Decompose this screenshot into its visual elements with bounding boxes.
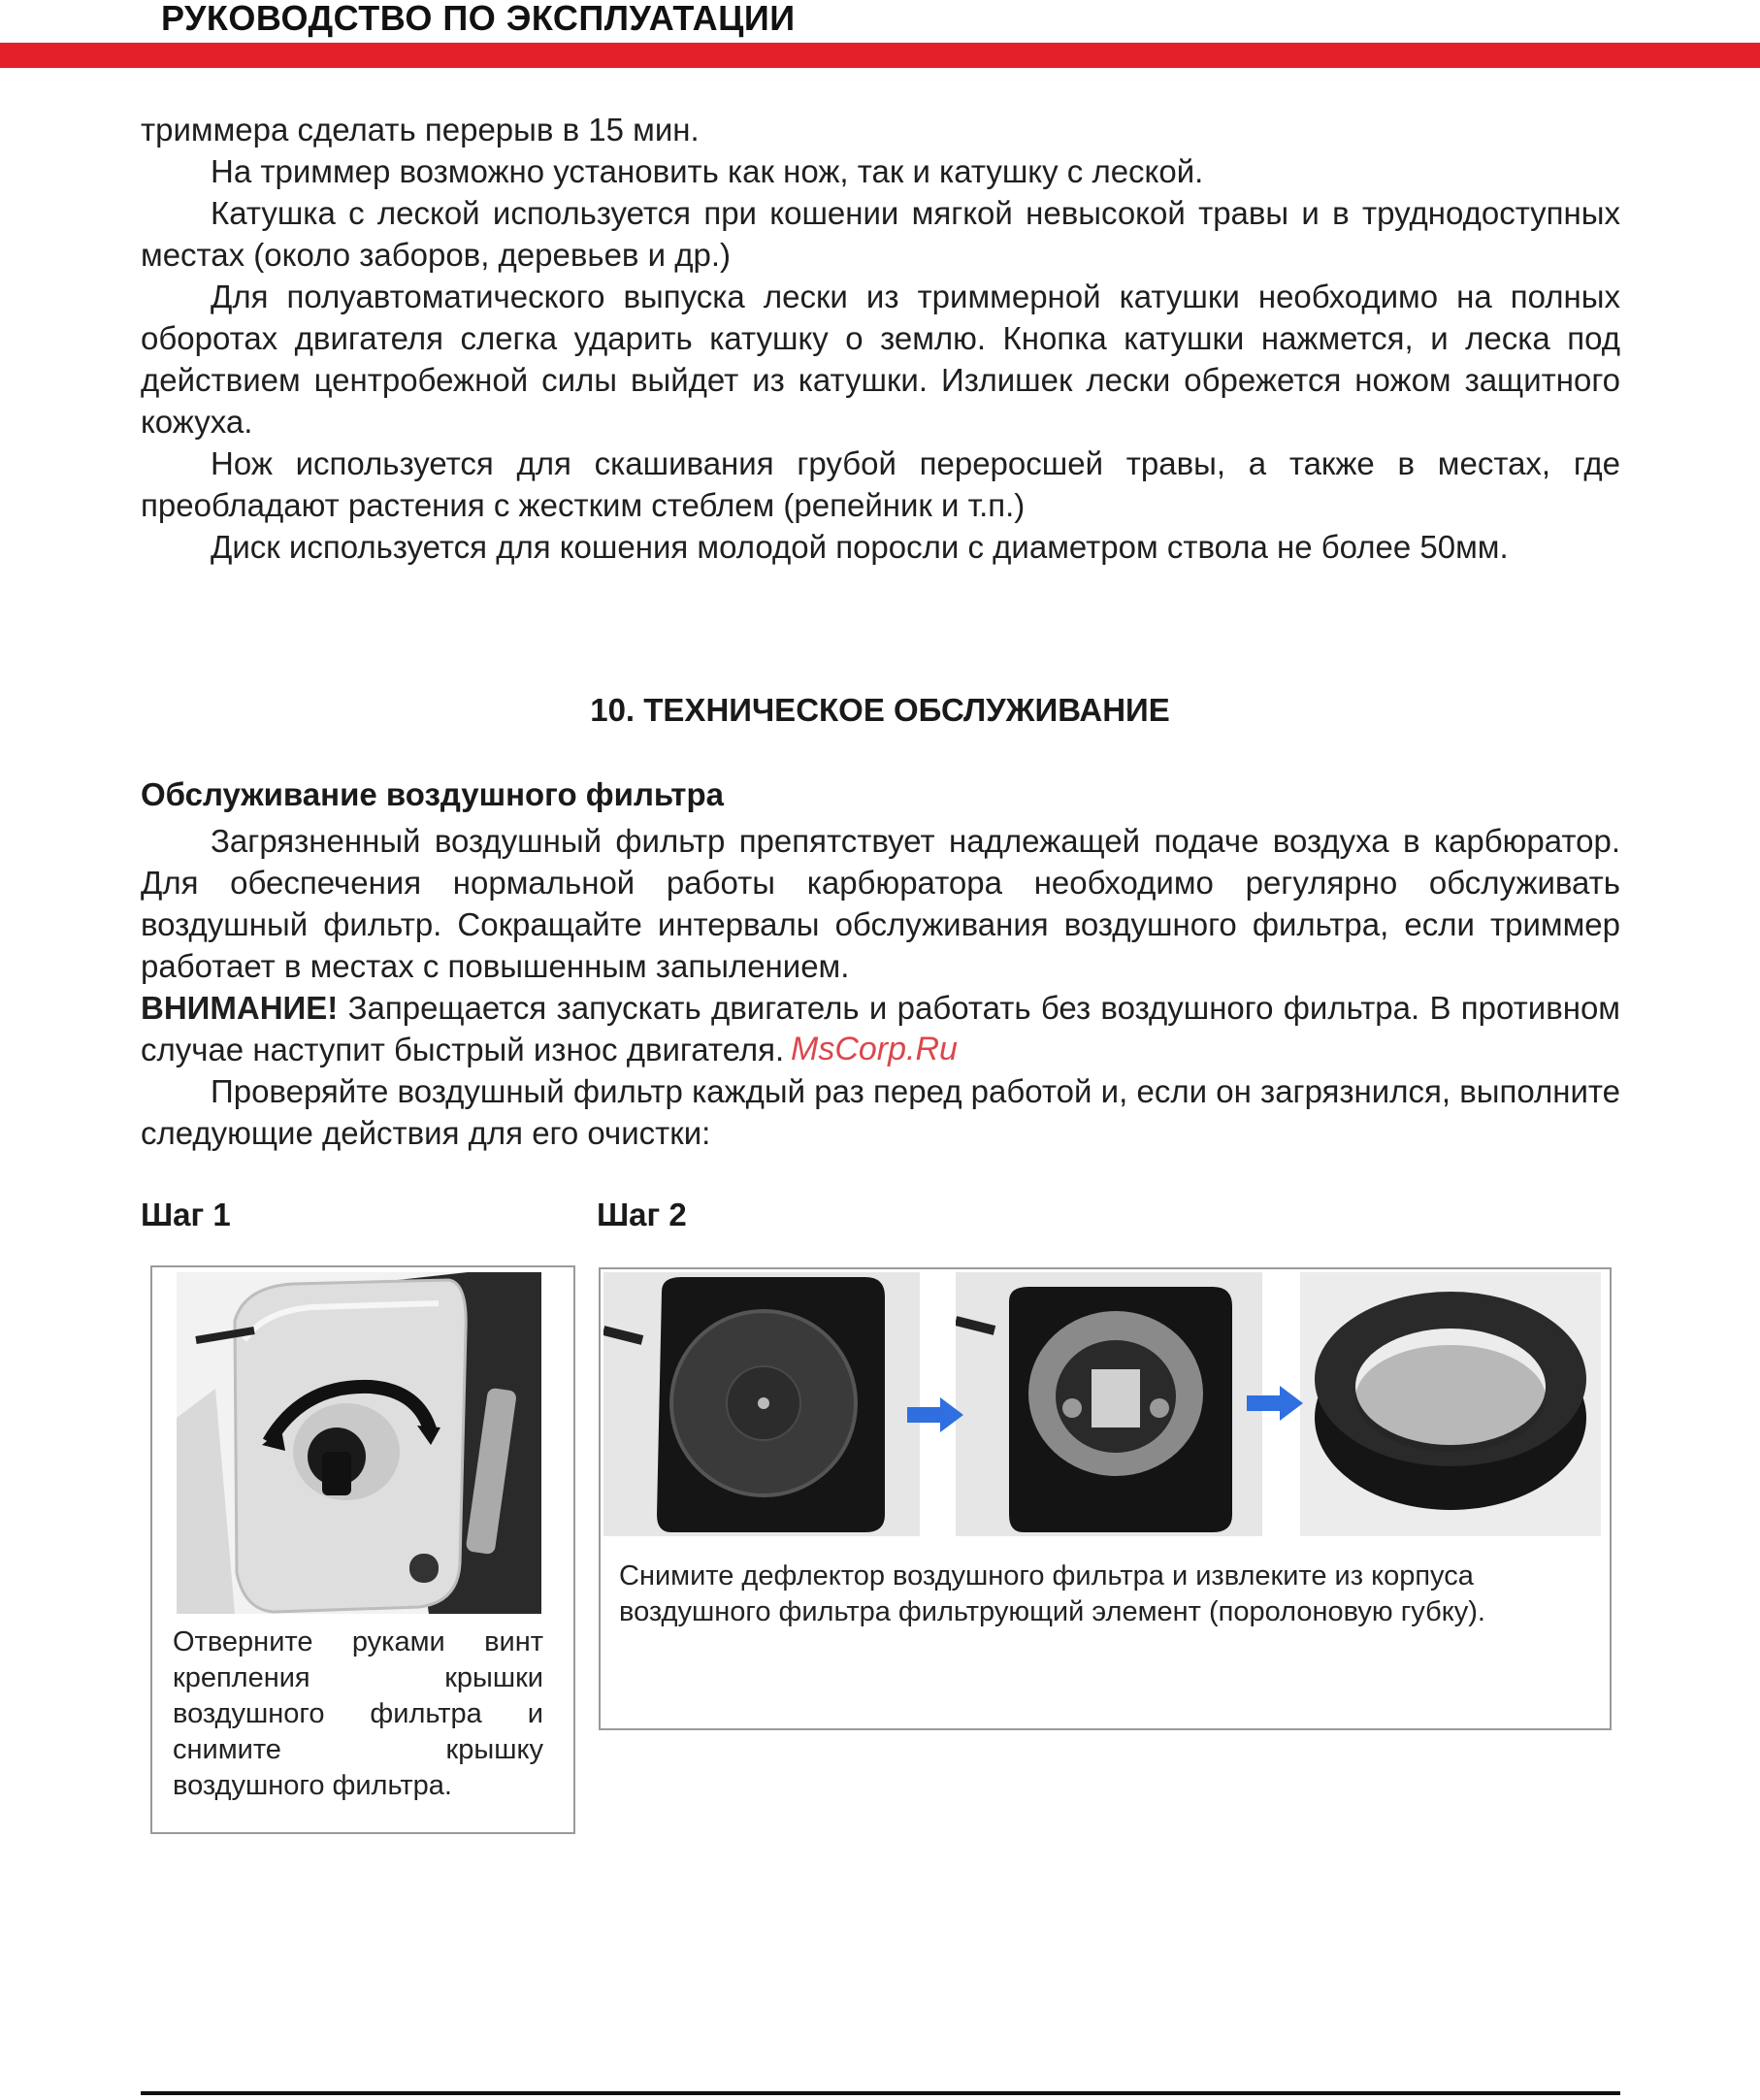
air-filter-text bbox=[141, 820, 1620, 1154]
step-2-label: Шаг 2 bbox=[597, 1197, 687, 1232]
air-filter-paragraph-1: Загрязненный воздушный фильтр препятствует надлежащей подаче воздуха в карбюратор. Для обеспечения нормальной работы карбюратора необходимо регулярно обслуживать воздушный фильтр. Сокращайте интервалы обслуживания воздушного фильтра, если триммер работает в местах с повышенным запылением. bbox=[141, 823, 1620, 984]
intro-paragraph-6: Диск используется для кошения молодой поросли с диаметром ствола не более 50мм. bbox=[211, 529, 1509, 565]
step-1-caption: Отверните руками винт крепления крышки воздушного фильтра и снимите крышку воздушного фильтра. bbox=[173, 1626, 543, 1801]
warning-text: Запрещается запускать двигатель и работать без воздушного фильтра. В противном случае наступит быстрый износ двигателя. bbox=[141, 990, 1620, 1067]
page-header-title: РУКОВОДСТВО ПО ЭКСПЛУАТАЦИИ bbox=[161, 0, 796, 38]
arrow-icon bbox=[1247, 1384, 1305, 1427]
step-2-photo-3 bbox=[1300, 1272, 1601, 1536]
subsection-title: Обслуживание воздушного фильтра bbox=[141, 776, 724, 812]
watermark: MsCorp.Ru bbox=[791, 1031, 958, 1067]
trimmer-cover-illustration bbox=[177, 1272, 541, 1614]
step-1-photo bbox=[177, 1272, 541, 1614]
step-1-label: Шаг 1 bbox=[141, 1197, 231, 1232]
deflector-photo bbox=[603, 1272, 920, 1536]
intro-paragraph-4: Для полуавтоматического выпуска лески из триммерной катушки необходимо на полных оборотах двигателя слегка ударить катушку о землю. Кнопка катушки нажмется, и леска под действием центробежной силы выйдет из катушки. Излишек лески обрежется ножом защитного кожуха. bbox=[141, 279, 1620, 440]
intro-paragraph-3: Катушка с леской используется при кошении мягкой невысокой травы и в труднодоступных местах (около заборов, деревьев и др.) bbox=[141, 195, 1620, 273]
warning-label: ВНИМАНИЕ! bbox=[141, 990, 339, 1026]
header-red-bar bbox=[0, 43, 1760, 68]
filter-housing-photo bbox=[956, 1272, 1262, 1536]
intro-paragraph-2: На триммер возможно установить как нож, так и катушку с леской. bbox=[211, 153, 1204, 189]
air-filter-paragraph-3: Проверяйте воздушный фильтр каждый раз перед работой и, если он загрязнился, выполните следующие действия для его очистки: bbox=[141, 1073, 1620, 1151]
step-2-photo-1 bbox=[603, 1272, 920, 1536]
footer-rule bbox=[141, 2091, 1620, 2095]
step-2-caption: Снимите дефлектор воздушного фильтра и извлеките из корпуса воздушного фильтра фильтрующий элемент (поролоновую губку). bbox=[619, 1560, 1485, 1627]
intro-text bbox=[141, 109, 1620, 568]
foam-filter-photo bbox=[1300, 1272, 1601, 1536]
arrow-icon bbox=[907, 1395, 965, 1439]
intro-paragraph-1: триммера сделать перерыв в 15 мин. bbox=[141, 112, 700, 148]
intro-paragraph-5: Нож используется для скашивания грубой переросшей травы, а также в местах, где преобладают растения с жестким стеблем (репейник и т.п.) bbox=[141, 445, 1620, 523]
section-title: 10. ТЕХНИЧЕСКОЕ ОБСЛУЖИВАНИЕ bbox=[590, 692, 1170, 728]
step-2-photo-2 bbox=[956, 1272, 1262, 1536]
